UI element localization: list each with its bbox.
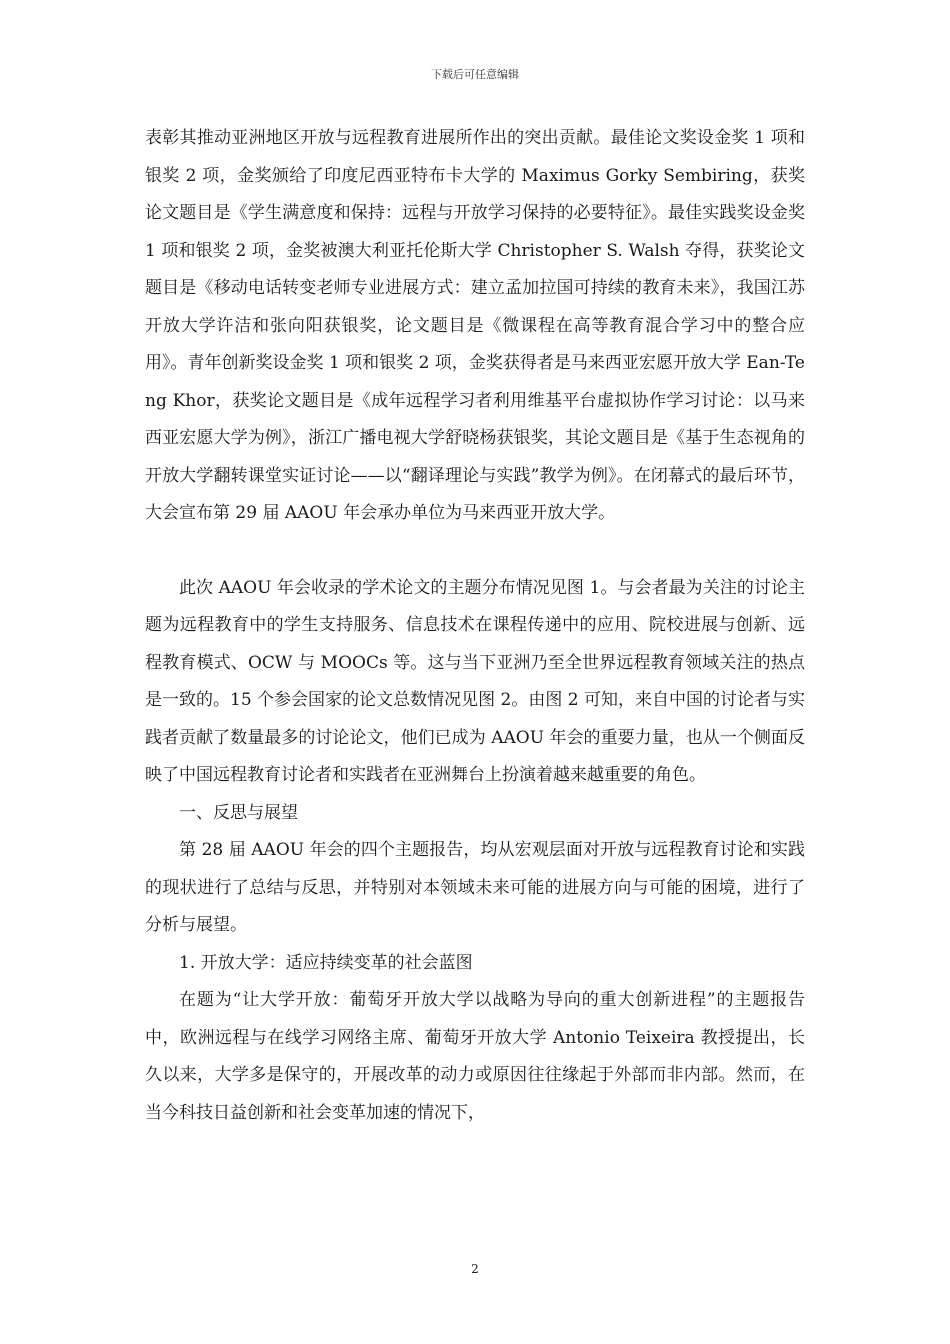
- section-heading-reflection: 一、反思与展望: [179, 802, 298, 823]
- paragraph-awards: 表彰其推动亚洲地区开放与远程教育进展所作出的突出贡献。最佳论文奖设金奖 1 项和银奖 2 项，金奖颁给了印度尼西亚特布卡大学的 Maximus Gorky Sembiring，获奖论文题目是《学生满意度和保持：远程与开放学习保持的必要特征》。最佳实践奖设金奖 1 项和银奖 2 项，金奖被澳大利亚托伦斯大学 Christopher S. Walsh 夺得，获奖论文题目是《移动电话转变老师专业进展方式：建立孟加拉国可持续的教育未来》，我国江苏开放大学许洁和张向阳获银奖，论文题目是《微课程在高等教育混合学习中的整合应用》。青年创新奖设金奖 1 项和银奖 2 项，金奖获得者是马来西亚宏愿开放大学 Ean-Teng Khor，获奖论文题目是《成年远程学习者利用维基平台虚拟协作学习讨论：以马来西亚宏愿大学为例》，浙江广播电视大学舒晓杨获银奖，其论文题目是《基于生态视角的开放大学翻转课堂实证讨论——以“翻译理论与实践”教学为例》。在闭幕式的最后环节，大会宣布第 29 届 AAOU 年会承办单位为马来西亚开放大学。: [145, 128, 805, 523]
- page-number: 2: [471, 1262, 479, 1276]
- paragraph-topics: 此次 AAOU 年会收录的学术论文的主题分布情况见图 1。与会者最为关注的讨论主题为远程教育中的学生支持服务、信息技术在课程传递中的应用、院校进展与创新、远程教育模式、OCW 与 MOOCs 等。这与当下亚洲乃至全世界远程教育领域关注的热点是一致的。15 个参会国家的论文总数情况见图 2。由图 2 可知，来自中国的讨论者与实践者贡献了数量最多的讨论论文，他们已成为 AAOU 年会的重要力量，也从一个侧面反映了中国远程教育讨论者和实践者在亚洲舞台上扮演着越来越重要的角色。: [145, 577, 805, 785]
- page-header: 下载后可任意编辑: [431, 68, 519, 81]
- subsection-heading-open-university: 1. 开放大学：适应持续变革的社会蓝图: [179, 952, 473, 973]
- paragraph-keynotes: 第 28 届 AAOU 年会的四个主题报告，均从宏观层面对开放与远程教育讨论和实践的现状进行了总结与反思，并特别对本领域未来可能的进展方向与可能的困境，进行了分析与展望。: [145, 840, 805, 935]
- document-body: [145, 120, 805, 1132]
- paragraph-teixeira: 在题为“让大学开放：葡萄牙开放大学以战略为导向的重大创新进程”的主题报告中，欧洲远程与在线学习网络主席、葡萄牙开放大学 Antonio Teixeira 教授提出，长久以来，大学多是保守的，开展改革的动力或原因往往缘起于外部而非内部。然而，在当今科技日益创新和社会变革加速的情况下，: [145, 990, 805, 1123]
